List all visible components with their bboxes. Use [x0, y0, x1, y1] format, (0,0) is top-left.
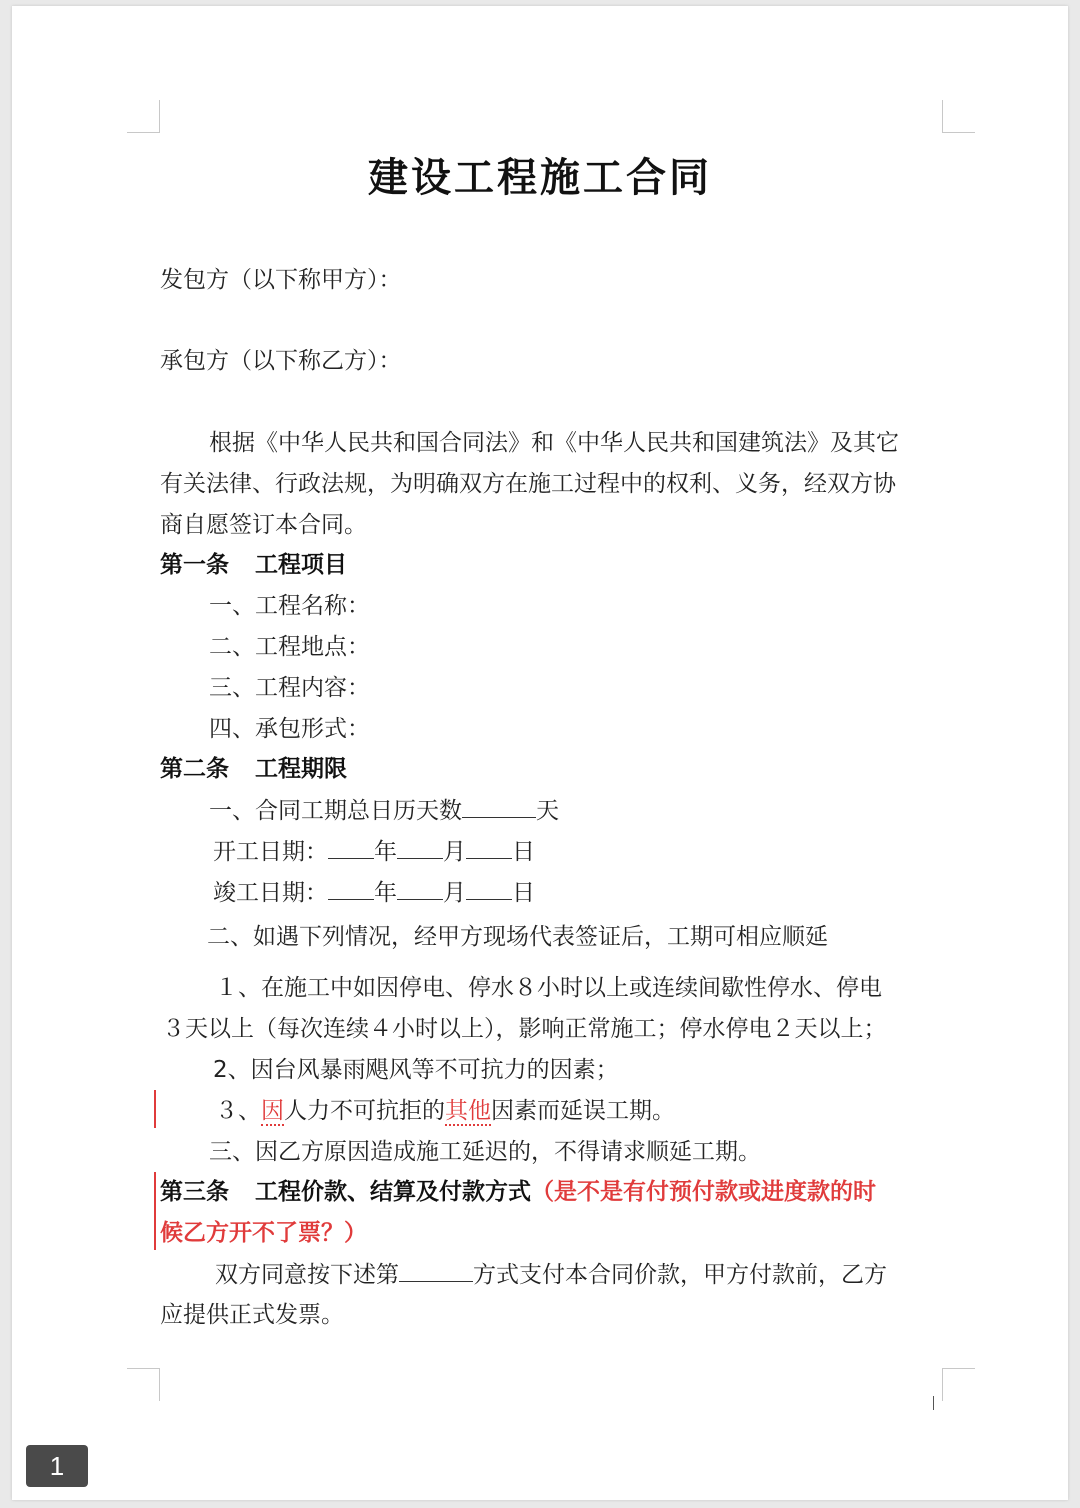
case-3-middle: 人力不可抗拒的 [284, 1098, 445, 1124]
party-b-label[interactable]: 承包方（以下称乙方）： [160, 348, 402, 374]
article-1-title: 工程项目 [255, 552, 347, 578]
end-day-unit: 日 [512, 880, 535, 906]
case-3-prefix: ３、 [215, 1098, 261, 1124]
article-3-title: 工程价款、结算及付款方式 [255, 1179, 531, 1205]
payment-method-blank[interactable] [399, 1259, 473, 1282]
total-days-prefix: 一、合同工期总日历天数 [209, 798, 462, 824]
crop-mark-bottom-right [942, 1368, 975, 1401]
start-date-label: 开工日期： [213, 839, 328, 865]
page-number-badge[interactable]: 1 [26, 1445, 88, 1487]
end-year-blank[interactable] [328, 877, 374, 900]
start-year-blank[interactable] [328, 836, 374, 859]
start-month-blank[interactable] [397, 836, 443, 859]
end-month-blank[interactable] [397, 877, 443, 900]
crop-mark-bottom-left [127, 1368, 160, 1401]
tracked-change-insert-1[interactable]: 因 [261, 1098, 284, 1124]
payment-suffix: 方式支付本合同价款，甲方付款前，乙方 [473, 1262, 887, 1288]
article-3-heading [160, 1177, 876, 1207]
tracked-change-insert-2[interactable]: 其他 [445, 1098, 491, 1124]
start-day-unit: 日 [512, 839, 535, 865]
project-content-field[interactable]: 三、工程内容： [209, 675, 370, 701]
extension-case-3 [215, 1096, 675, 1126]
document-title: 建设工程施工合同 [368, 155, 712, 201]
preamble-line-3: 商自愿签订本合同。 [160, 512, 367, 538]
end-year-unit: 年 [374, 880, 397, 906]
article-2-heading [160, 754, 347, 784]
preamble-line-2: 有关法律、行政法规，为明确双方在施工过程中的权利、义务，经双方协 [160, 471, 896, 497]
start-year-unit: 年 [374, 839, 397, 865]
start-day-blank[interactable] [466, 836, 512, 859]
total-days-line [209, 795, 559, 826]
end-month-unit: 月 [443, 880, 466, 906]
contract-form-field[interactable]: 四、承包形式： [209, 716, 370, 742]
end-date-line [213, 877, 535, 908]
extension-intro: 二、如遇下列情况，经甲方现场代表签证后，工期可相应顺延 [207, 924, 828, 950]
start-date-line [213, 836, 535, 867]
crop-mark-top-left [127, 100, 160, 133]
article-3-number: 第三条 [160, 1179, 229, 1205]
preamble-line-1: 根据《中华人民共和国合同法》和《中华人民共和国建筑法》及其它 [209, 430, 899, 456]
crop-mark-top-right [942, 100, 975, 133]
article-1-number: 第一条 [160, 552, 229, 578]
project-location-field[interactable]: 二、工程地点： [209, 634, 370, 660]
payment-clause-line-2: 应提供正式发票。 [160, 1302, 344, 1328]
revision-bar-article-3 [154, 1172, 156, 1250]
start-month-unit: 月 [443, 839, 466, 865]
payment-clause-line-1 [215, 1259, 887, 1290]
extension-case-1-line-2: ３天以上（每次连续４小时以上），影响正常施工；停水停电２天以上； [162, 1016, 887, 1042]
project-name-field[interactable]: 一、工程名称： [209, 593, 370, 619]
article-1-heading [160, 550, 347, 580]
revision-bar-case-3 [154, 1090, 156, 1128]
extension-case-2: 2、因台风暴雨飓风等不可抗力的因素； [213, 1057, 619, 1083]
text-cursor [933, 1396, 934, 1410]
tracked-comment-line-2[interactable]: 候乙方开不了票？） [160, 1220, 367, 1246]
end-day-blank[interactable] [466, 877, 512, 900]
total-days-suffix: 天 [536, 798, 559, 824]
no-extension-clause: 三、因乙方原因造成施工延迟的，不得请求顺延工期。 [209, 1139, 761, 1165]
extension-case-1-line-1: １、在施工中如因停电、停水８小时以上或连续间歇性停水、停电 [215, 975, 882, 1001]
total-days-blank[interactable] [462, 795, 536, 818]
tracked-comment-line-1[interactable]: （是不是有付预付款或进度款的时 [531, 1179, 876, 1205]
article-2-title: 工程期限 [255, 756, 347, 782]
case-3-suffix: 因素而延误工期。 [491, 1098, 675, 1124]
end-date-label: 竣工日期： [213, 880, 328, 906]
article-2-number: 第二条 [160, 756, 229, 782]
payment-prefix: 双方同意按下述第 [215, 1262, 399, 1288]
party-a-label[interactable]: 发包方（以下称甲方）： [160, 267, 402, 293]
